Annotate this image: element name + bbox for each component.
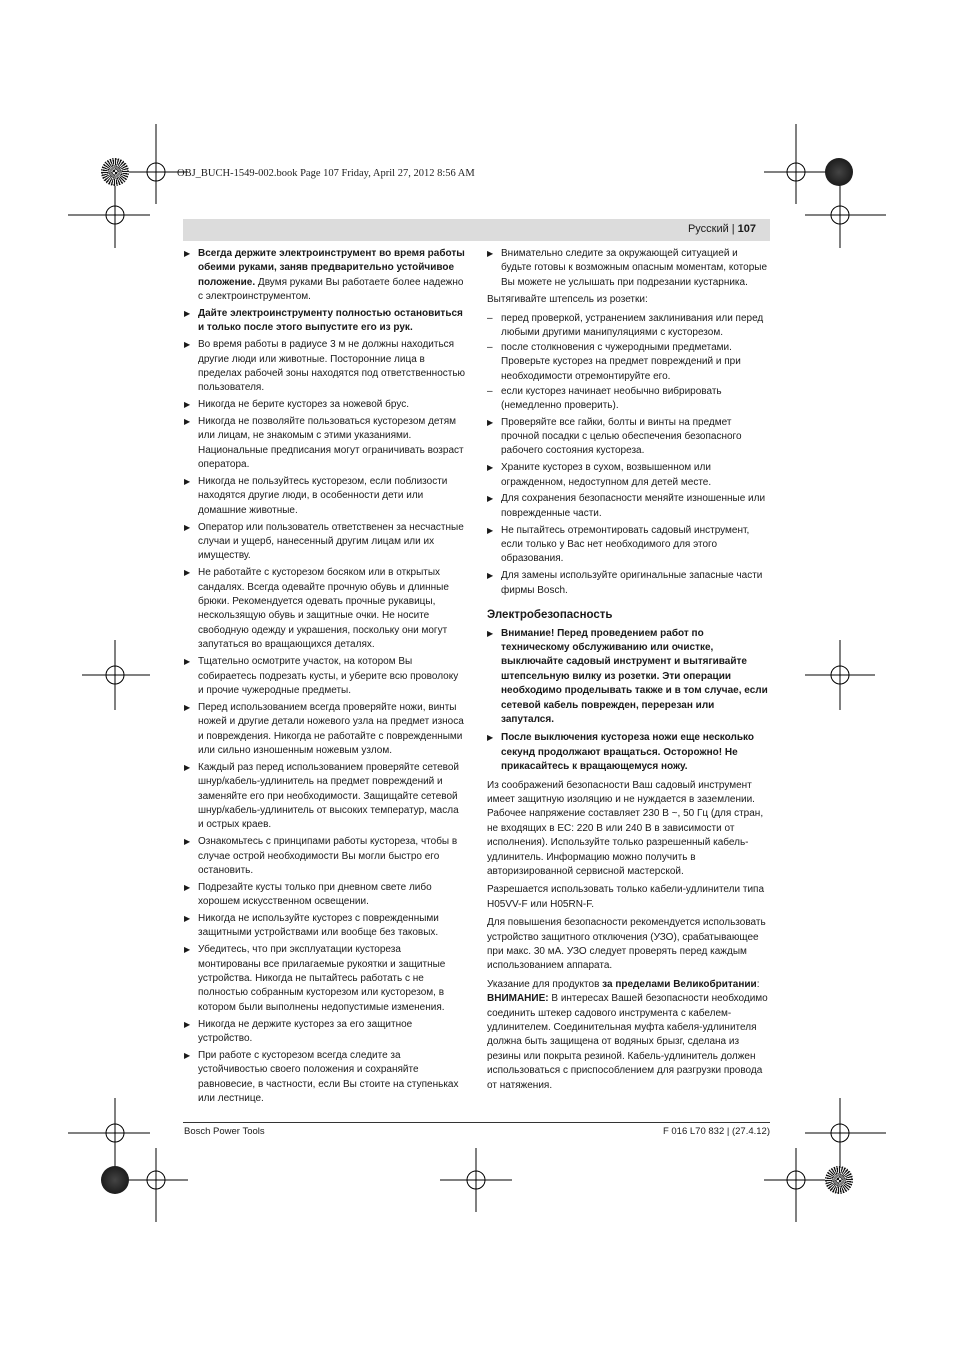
dash-item: – перед проверкой, устранением заклинивания или перед любыми другими манипуляциями с кусторезом. [487, 312, 764, 339]
header-language: Русский [687, 223, 729, 235]
bullet-icon: ▶ [184, 837, 191, 847]
list-item: ▶ Убедитесь, что при эксплуатации кустореза монтированы все прилагаемые рукоятки и защитные устройства. Никогда не пытайтесь работать с не полностью собранным кусторезом или кусторезом, в котором были выполнены недопустимые изменения. [184, 944, 446, 1013]
header-bar [183, 219, 770, 241]
dash-marker: – [487, 312, 493, 324]
bullet-icon: ▶ [184, 417, 191, 427]
bullet-icon: ▶ [184, 249, 191, 258]
header-page-number: 107 [737, 223, 756, 235]
list-item: ▶ Не работайте с кусторезом босяком или в открытых сандалях. Всегда одевайте прочную обувь и длинные брюки. Рекомендуется одевать прочные рукавицы, нескользящую обувь и защитные очки. Не носите свободную одежду и украшения, поскольку они могут запутаться во вращающихся деталях. [184, 567, 449, 651]
paragraph: Из соображений безопасности Ваш садовый инструмент имеет защитную изоляцию и не нуждается в заземлении. Рабочее напряжение составляет 230 В ~, 50 Гц (для стран, не входящих в ЕС: 220 В или 240 В в зависимости от исполнения). Используйте только разрешенный кабель-удлинитель. Информацию можно получить в авторизированной сервисной мастерской. [487, 779, 764, 877]
safety-item: ▶ После выключения кустореза ножи еще несколько секунд продолжают вращаться. Осторожно! Не прикасайтесь к вращающемуся ножу. [487, 732, 754, 773]
bullet-icon: ▶ [184, 702, 191, 712]
rosette-bottom-right [825, 1166, 853, 1194]
uk-note: Указание для продуктов за пределами Великобритании: ВНИМАНИЕ: В интересах Вашей безопасности необходимо соединить штекер садового инструмента с кабелем-удлинителем. Соединительная муфта кабеля-удлинителя должна быть защищена от водяных брызг, сделана из резины или покрыта резиной. Кабель-удлинитель должен использоваться с приспособлением для разгрузки провода от натяжения. [487, 978, 768, 1091]
bullet-icon: ▶ [487, 571, 494, 581]
dash-item: – после столкновения с чужеродными предметами. Проверьте кусторез на предмет повреждений и при необходимости отремонтируйте его. [487, 342, 741, 382]
list-item: ▶ Ознакомьтесь с принципами работы кустореза, чтобы в случае острой необходимости Вы могли быстро его остановить. [184, 836, 458, 876]
list-item: ▶ Для замены используйте оригинальные запасные части фирмы Bosch. [487, 570, 763, 596]
dash-marker: – [487, 385, 493, 397]
list-item: ▶ Во время работы в радиусе 3 м не должны находиться другие люди или животные. Посторонние лица в пределах рабочей зоны находятся под ответственностью пользователя. [184, 339, 466, 394]
rosette-top-left [101, 158, 129, 186]
rosette-bottom-left [101, 1166, 129, 1194]
list-item: ▶ Дайте электроинструменту полностью остановиться и только после этого выпустите его из рук. [184, 308, 463, 334]
page-header: Русский | 107 [687, 223, 756, 235]
bullet-icon: ▶ [184, 1050, 191, 1060]
bullet-icon: ▶ [487, 494, 494, 504]
list-item: ▶ Никогда не держите кусторез за его защитное устройство. [184, 1018, 413, 1044]
list-item: ▶ Не пытайтесь отремонтировать садовый инструмент, если только у Вас нет необходимого для этого образования. [487, 524, 750, 565]
bullet-icon: ▶ [184, 913, 191, 923]
dash-list [487, 312, 769, 414]
list-item: ▶ Храните кусторез в сухом, возвышенном или огражденном, недоступном для детей месте. [487, 462, 712, 488]
bullet-icon: ▶ [184, 340, 191, 350]
bullet-icon: ▶ [184, 568, 191, 578]
right-column [487, 247, 769, 1097]
bullet-icon: ▶ [184, 762, 191, 772]
print-info-line: OBJ_BUCH-1549-002.book Page 107 Friday, April 27, 2012 8:56 AM [177, 168, 475, 179]
bullet-icon: ▶ [184, 882, 191, 892]
bullet-icon: ▶ [487, 525, 494, 535]
footer-brand: Bosch Power Tools [184, 1126, 265, 1137]
section-title: Электробезопасность [487, 609, 613, 622]
dash-marker: – [487, 342, 493, 354]
body-paragraphs [487, 779, 769, 974]
bullet-icon: ▶ [487, 628, 494, 638]
list-item: ▶ Каждый раз перед использованием проверяйте сетевой шнур/кабель-удлинитель на предмет повреждений и заменяйте его при необходимости. Защищайте сетевой шнур/кабель-удлинитель от высоких температур, масла и острых краев. [184, 761, 460, 831]
unplug-intro: Вытягивайте штепсель из розетки: [487, 294, 648, 306]
bullet-icon: ▶ [487, 733, 494, 743]
list-item: ▶ Перед использованием всегда проверяйте ножи, винты ножей и другие детали ножевого узла на предмет износа и повреждения. Никогда не работайте с поврежденными или сильно изношенным ножевым узлом. [184, 701, 464, 756]
bullet-icon: ▶ [487, 417, 494, 427]
rosette-top-right [825, 158, 853, 186]
paragraph: Для повышения безопасности рекомендуется использовать устройство защитного отключения (УЗО), срабатывающее при макс. 30 мА. УЗО следует проверять перед каждым использованием аппарата. [487, 917, 766, 972]
list-item: ▶ Тщательно осмотрите участок, на котором Вы собираетесь подрезать кусты, и уберите всю проволоку и прочие чужеродные предметы. [184, 656, 459, 696]
bullet-icon: ▶ [184, 1019, 191, 1029]
bullet-icon: ▶ [184, 657, 191, 667]
dash-item: – если кусторез начинает необычно вибрировать (немедленно проверить). [487, 385, 722, 412]
bullet-icon: ▶ [487, 249, 494, 258]
list-item: ▶ Никогда не пользуйтесь кусторезом, если поблизости находятся другие люди, в особенности дети или домашние животные. [184, 476, 448, 516]
list-item: ▶ При работе с кусторезом всегда следите за устойчивостью своего положения и сохраняйте равновесие, в частности, если Вы стоите на ступеньках или лестнице. [184, 1049, 459, 1104]
list-item: ▶ Подрезайте кусты только при дневном свете либо хорошем искусственном освещении. [184, 881, 432, 908]
list-item: ▶ Внимательно следите за окружающей ситуацией и будьте готовы к возможным опасным моментам, которые Вы можете не услышать при подрезании кустарника. [487, 248, 768, 288]
bullet-icon: ▶ [184, 477, 191, 487]
footer-doc-id: F 016 L70 832 | (27.4.12) [662, 1126, 770, 1137]
safety-item: ▶ Внимание! Перед проведением работ по техническому обслуживанию или очистке, выключайте садовый инструмент и вытягивайте штепсельную вилку из розетки. Эти операции необходимо проделывать также и в том случае, если сетевой кабель поврежден, перерезан или запутался. [487, 627, 768, 725]
bullet-icon: ▶ [184, 309, 191, 319]
bullet-icon: ▶ [184, 522, 191, 532]
list-item: ▶ Оператор или пользователь ответственен за несчастные случаи и ущерб, нанесенный другим лицам или их имуществу. [184, 521, 464, 562]
list-item: ▶ Для сохранения безопасности меняйте изношенные или поврежденные части. [487, 493, 766, 519]
bullet-icon: ▶ [184, 400, 191, 410]
footer-rule [183, 1122, 770, 1123]
list-item: ▶ Никогда не позволяйте пользоваться кусторезом детям или лицам, не знакомым с этими указаниями. Национальные предписания могут ограничивать возраст оператора. [184, 416, 464, 471]
list-item: ▶ Никогда не используйте кусторез с поврежденными защитными устройствами или вообще без таковых. [184, 912, 439, 939]
warning-label: ВНИМАНИЕ: [487, 993, 549, 1005]
safety-list [487, 627, 769, 775]
list-item: ▶ Проверяйте все гайки, болты и винты на предмет прочной посадки с целью обеспечения безопасного рабочего состояния кустореза. [487, 416, 742, 457]
bullet-icon: ▶ [487, 463, 494, 473]
list-item: ▶ Всегда держите электроинструмент во время работы обеими руками, заняв предварительно устойчивое положение. Двумя руками Вы работаете более надежно с электроинструментом. [184, 248, 465, 303]
bullet-icon: ▶ [184, 945, 191, 955]
left-column [184, 247, 466, 1109]
right-bullet-list [487, 416, 769, 598]
paragraph: Разрешается использовать только кабели-удлинители типа H05VV-F или H05RN-F. [487, 884, 765, 910]
list-item: ▶ Никогда не берите кусторез за ножевой брус. [184, 398, 466, 412]
